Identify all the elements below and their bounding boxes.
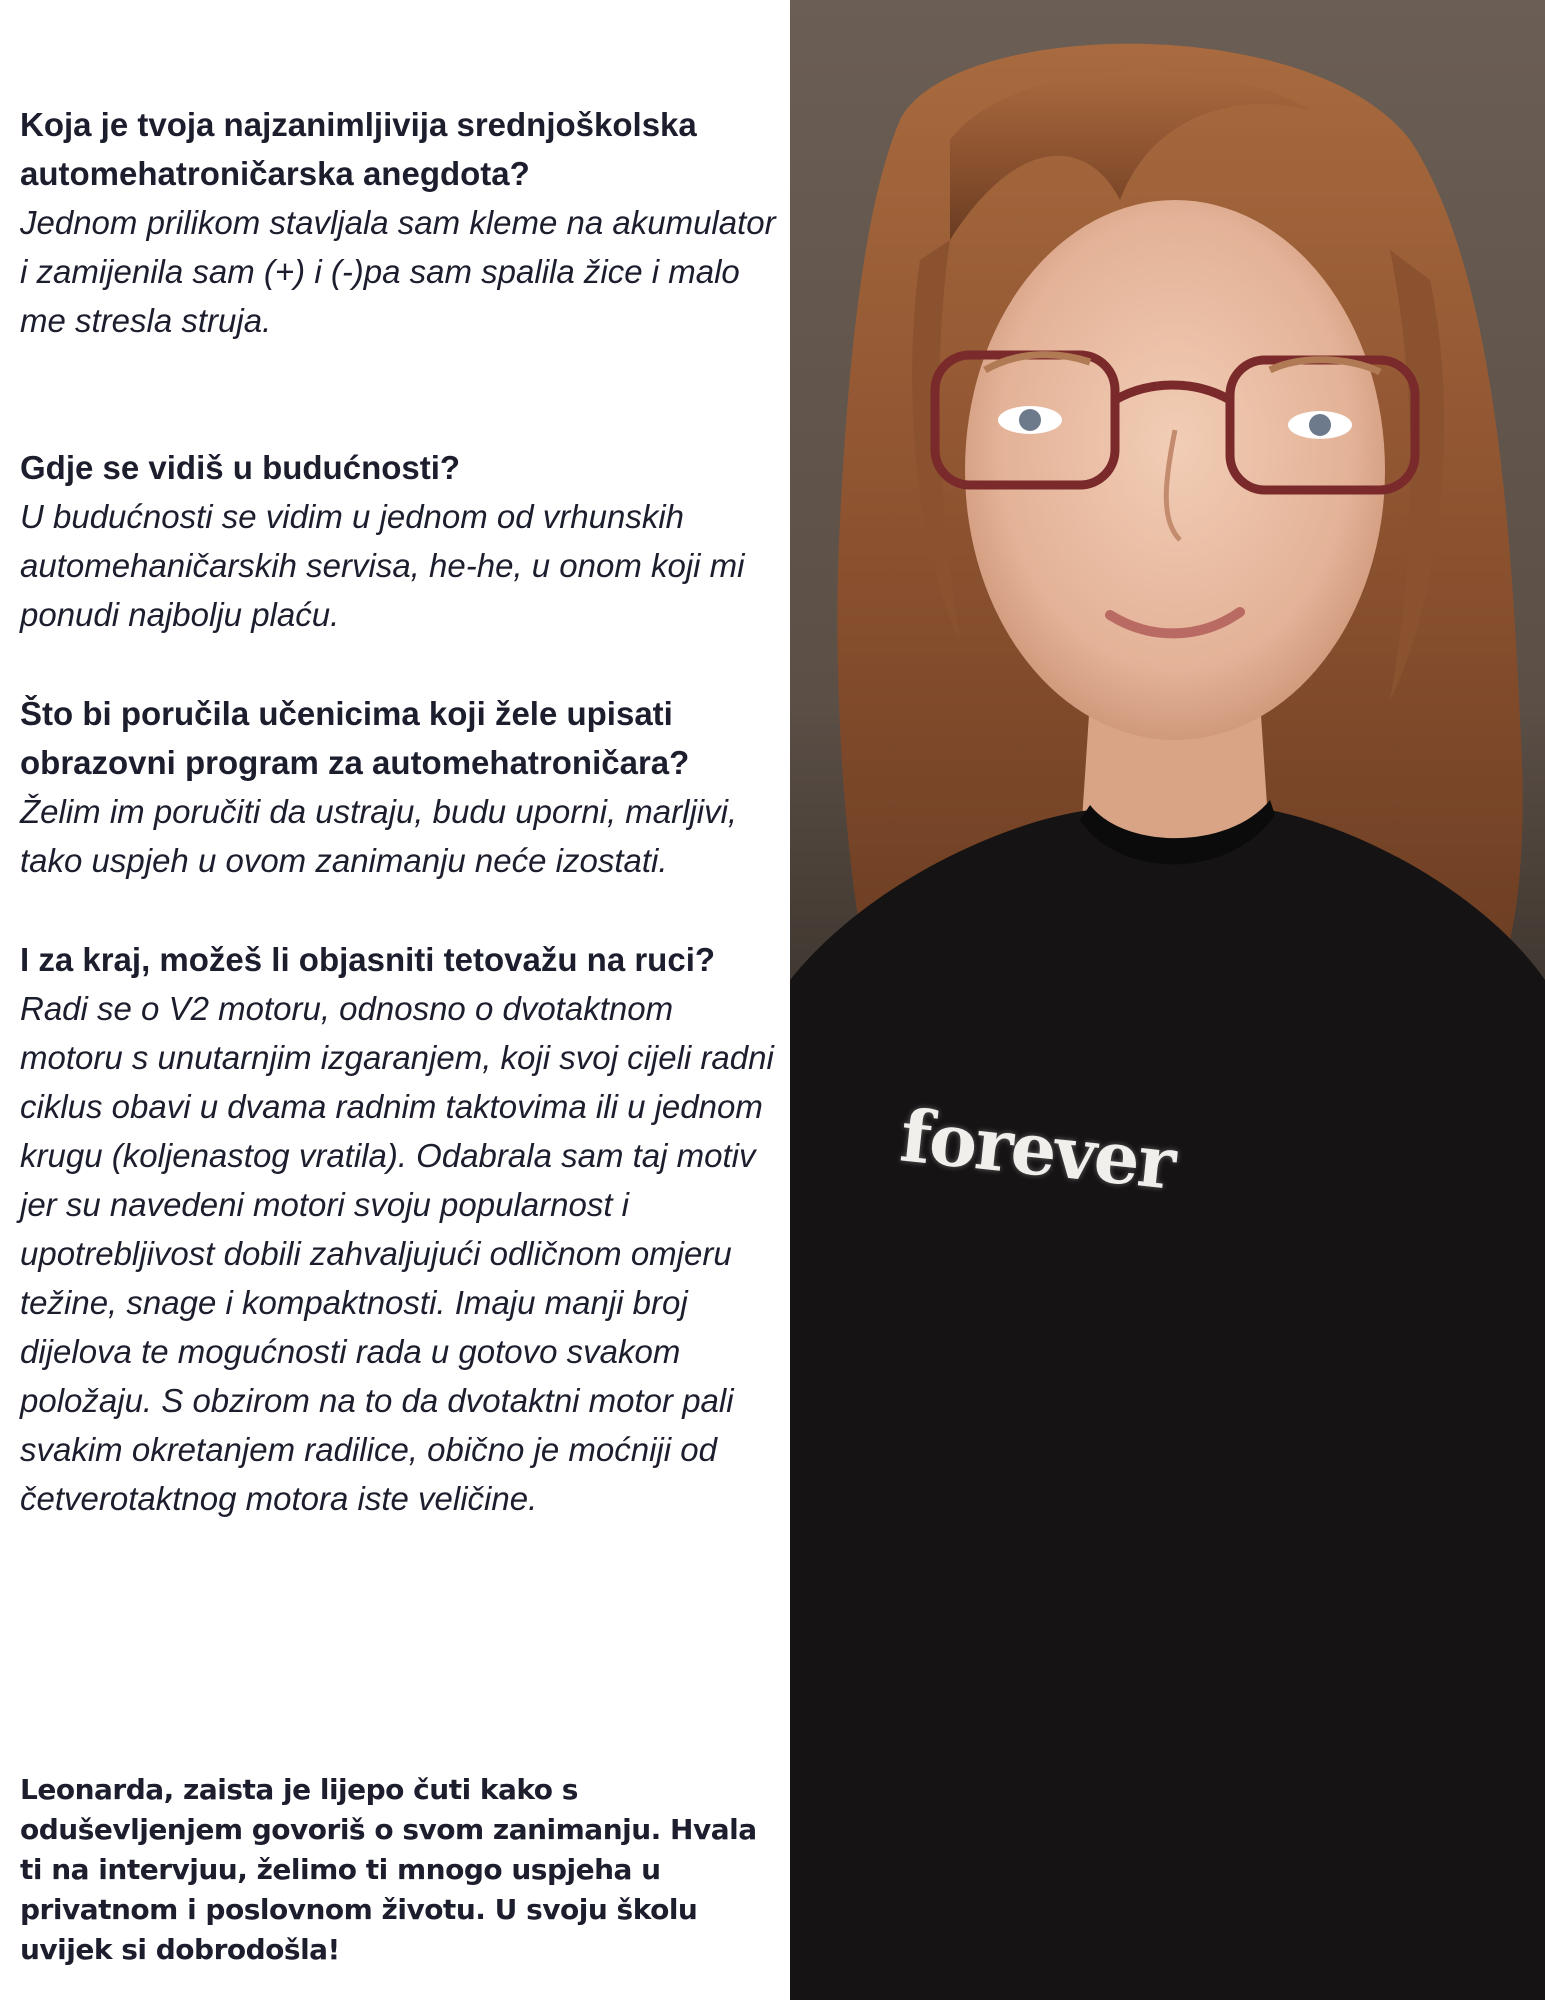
qa-item-anecdote: [20, 100, 780, 345]
question: Što bi poručila učenicima koji žele upisati obrazovni program za automehatroničara?: [20, 695, 690, 781]
answer: U budućnosti se vidim u jednom od vrhunskih automehaničarskih servisa, he-he, u onom koji mi ponudi najbolju plaću.: [20, 498, 745, 633]
answer: Želim im poručiti da ustraju, budu uporni, marljivi, tako uspjeh u ovom zanimanju neće izostati.: [20, 793, 738, 879]
question: I za kraj, možeš li objasniti tetovažu na ruci?: [20, 941, 716, 978]
shirt-print-text: forever: [896, 1092, 1179, 1206]
answer: Jednom prilikom stavljala sam kleme na akumulator i zamijenila sam (+) i (-)pa sam spalila žice i malo me stresla struja.: [20, 204, 776, 339]
portrait-photo: [790, 0, 1545, 2000]
question: Gdje se vidiš u budućnosti?: [20, 449, 461, 486]
closing-paragraph: Leonarda, zaista je lijepo čuti kako s oduševljenjem govoriš o svom zanimanju. Hvala ti na intervjuu, želimo ti mnogo uspjeha u privatnom i poslovnom životu. U svoju školu uvijek si dobrodošla!: [20, 1773, 757, 1966]
portrait-illustration: [790, 0, 1545, 2000]
qa-item-message: [20, 689, 780, 885]
answer: Radi se o V2 motoru, odnosno o dvotaktnom motoru s unutarnjim izgaranjem, koji svoj cijeli radni ciklus obavi u dvama radnim taktovima ili u jednom krugu (koljenastog vratila). Odabrala sam taj motiv jer su navedeni motori svoju popularnost i upotrebljivost dobili zahvaljujući odličnom omjeru težine, snage i kompaktnosti. Imaju manji broj dijelova te mogućnosti rada u gotovo svakom položaju. S obzirom na to da dvotaktni motor pali svakim okretanjem radilice, obično je moćniji od četverotaktnog motora iste veličine.: [20, 990, 774, 1517]
question: Koja je tvoja najzanimljivija srednjoškolska automehatroničarska anegdota?: [20, 106, 697, 192]
interview-text: [20, 100, 780, 1523]
qa-item-tattoo: [20, 935, 780, 1523]
qa-item-future: [20, 443, 780, 639]
